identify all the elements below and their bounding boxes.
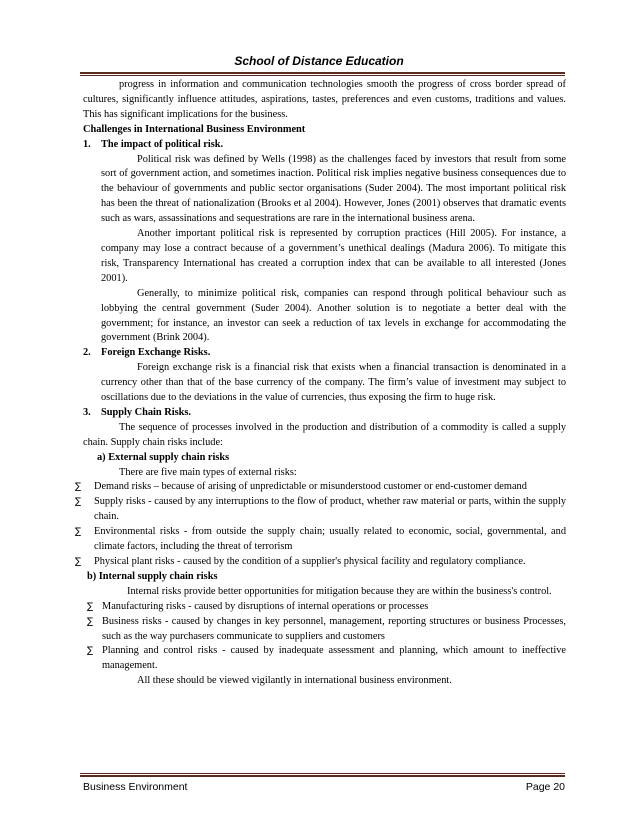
bullet-icon: ∑ xyxy=(87,646,94,657)
item-title: Foreign Exchange Risks. xyxy=(101,347,211,359)
bullet-text: Supply risks - caused by any interruptions to the flow of product, whether raw material or parts, within the supply chain. xyxy=(94,496,566,523)
intro-paragraph: progress in information and communication technologies smooth the progress of cross border spread of cultures, significantly influence attitudes, aspirations, tastes, preferences and even customs, traditions and values. This has significant implications for the business. xyxy=(83,79,566,120)
bullet-item xyxy=(75,555,566,570)
paragraph: Foreign exchange risk is a financial risk that exists when a financial transaction is denominated in a currency other than that of the base currency of the company. The firm’s value of investment may subject to oscillations due to the deviations in the value of currencies, thus exposing the firm to huge risk. xyxy=(101,362,566,404)
footer-rule xyxy=(80,775,565,777)
bullet-icon: ∑ xyxy=(75,557,82,567)
paragraph: Another important political risk is represented by corruption practices (Hill 2005). For instance, a company may lose a contract because of a government’s unethical dealings (Madura 2006). To mitigate this risk, Transparency International has created a corruption index that can be available to all interested (Jones 2001). xyxy=(101,228,566,284)
item-number: 2. xyxy=(83,347,91,359)
paragraph: Generally, to minimize political risk, companies can respond through political behaviour such as lobbying the central government (Suder 2004). Another solution is to negotiate a better deal with the government; for instance, an investor can seek a reduction of tax levels in exchange for accommodating the government (Brink 2004). xyxy=(101,287,566,344)
bullet-item xyxy=(75,480,566,495)
subheading-external: a) External supply chain risks xyxy=(97,451,230,463)
bullet-item xyxy=(75,525,566,555)
bullet-icon: ∑ xyxy=(75,482,82,493)
item-heading xyxy=(83,346,566,361)
page-header: School of Distance Education xyxy=(234,54,404,68)
paragraph: Political risk was defined by Wells (1998) as the challenges faced by investors that result from some sort of government action, and sometimes inaction. Political risk implies negative business consequences due to the behaviour of governments and public sector organisations (Suder 2004). The most important political risk has been the threat of nationalization (Brooks et al 2004). However, Jones (2001) observes that dramatic events such as wars, assassinations and sequestrations are rare in the international business arena. xyxy=(101,153,566,225)
item-number: 3. xyxy=(83,406,91,418)
bullet-text: Manufacturing risks - caused by disruptions of internal operations or processes xyxy=(102,600,429,612)
paragraph: There are five main types of external risks: xyxy=(119,466,297,478)
item-heading xyxy=(83,406,566,421)
section-heading: Challenges in International Business Environment xyxy=(83,123,306,135)
bullet-text: Environmental risks - from outside the supply chain; usually related to economic, social, governmental, and climate factors, including the threat of terrorism xyxy=(94,526,566,553)
subheading-internal: b) Internal supply chain risks xyxy=(87,570,218,582)
item-title: The impact of political risk. xyxy=(101,138,224,150)
header-rule-thin xyxy=(80,75,565,76)
item-heading xyxy=(83,138,566,153)
bullet-icon: ∑ xyxy=(87,601,94,612)
item-title: Supply Chain Risks. xyxy=(101,406,191,418)
bullet-item xyxy=(83,600,566,615)
header-rule xyxy=(80,72,565,74)
bullet-item xyxy=(83,644,566,674)
bullet-icon: ∑ xyxy=(75,527,82,538)
bullet-icon: ∑ xyxy=(87,616,94,627)
paragraph: The sequence of processes involved in the production and distribution of a commodity is called a supply chain. Supply chain risks include: xyxy=(83,421,566,448)
bullet-text: Physical plant risks - caused by the condition of a supplier's physical facility and regulatory compliance. xyxy=(94,556,526,567)
footer-rule-thin xyxy=(80,773,565,774)
paragraph: Internal risks provide better opportunities for mitigation because they are within the business's control. xyxy=(127,585,552,597)
bullet-text: Business risks - caused by changes in key personnel, management, reporting structures or business Processes, such as the way purchasers communicate to suppliers and customers xyxy=(102,615,566,642)
item-number: 1. xyxy=(83,138,91,150)
page-number: Page 20 xyxy=(525,781,565,793)
bullet-item xyxy=(75,495,566,525)
body-text xyxy=(75,78,566,689)
bullet-item xyxy=(83,615,566,645)
bullet-text: Planning and control risks - caused by inadequate assessment and planning, which amount to ineffective management. xyxy=(102,645,566,672)
bullet-icon: ∑ xyxy=(75,497,82,508)
closing-paragraph: All these should be viewed vigilantly in international business environment. xyxy=(137,675,452,687)
bullet-text: Demand risks – because of arising of unpredictable or misunderstood customer or end-customer demand xyxy=(94,481,527,493)
footer-title: Business Environment xyxy=(83,781,188,793)
